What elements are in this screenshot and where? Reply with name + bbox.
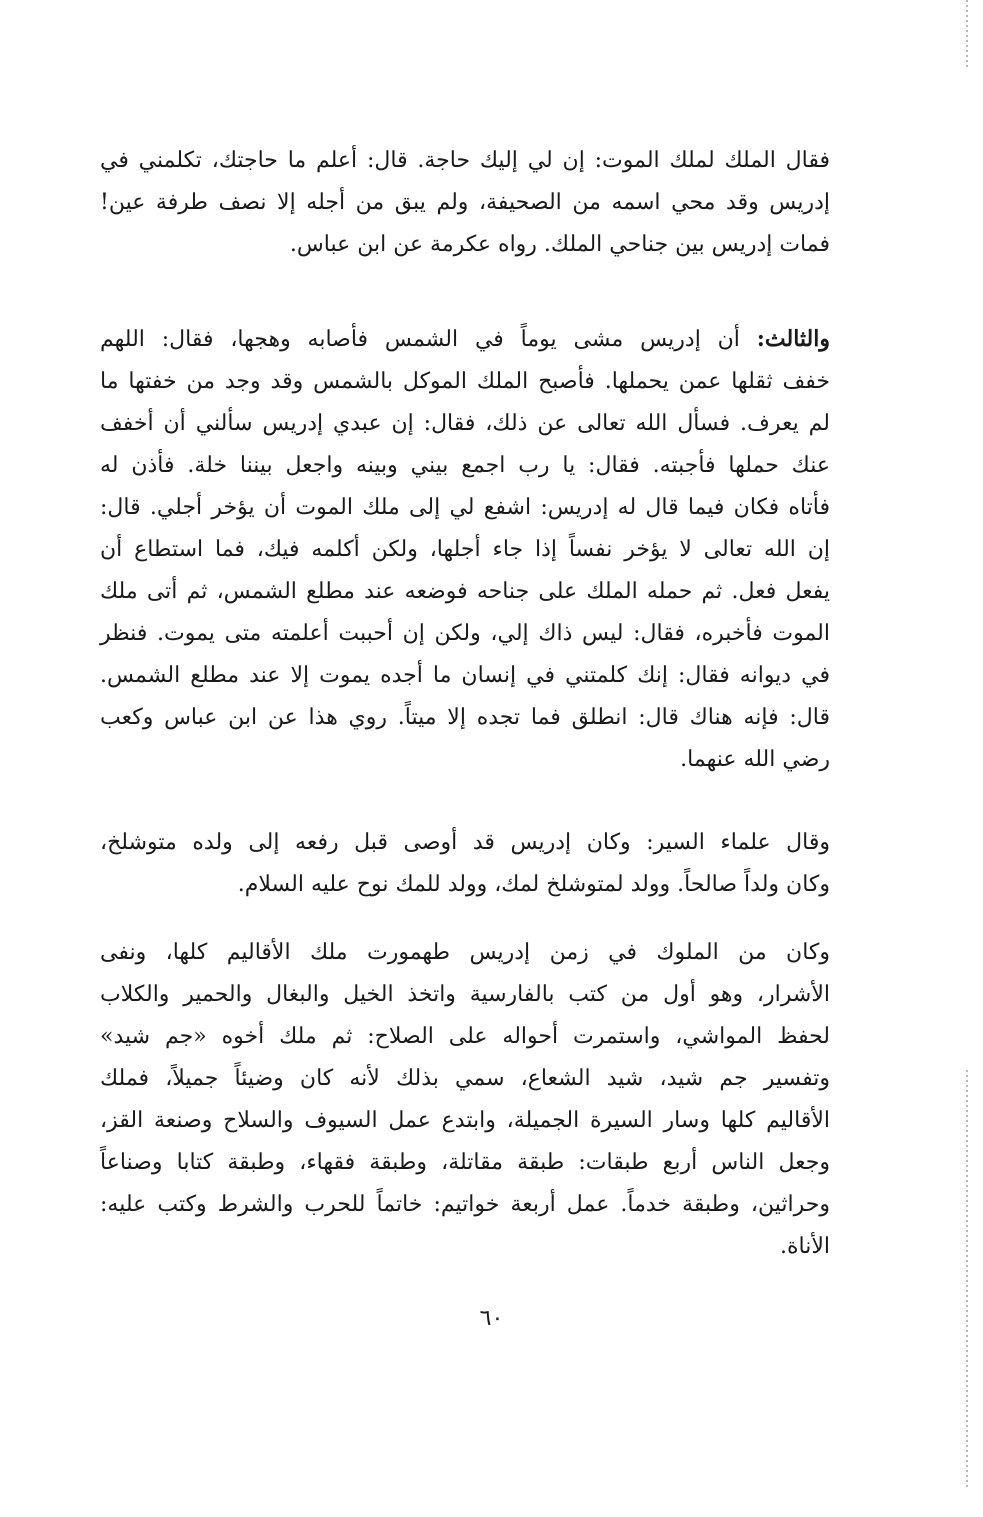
paragraph-4-line-1: وكان من الملوك في زمن إدريس طهمورت ملك الأقاليم كلها، ونفى	[100, 940, 830, 965]
paragraph-2-lead: والثالث:	[756, 326, 830, 352]
paragraph-4-line-5: الأقاليم كلها وسار السيرة الجميلة، وابتدع عمل السيوف والسلاح وصنعة القز،	[100, 1108, 830, 1133]
scan-edge-mark-bottom	[966, 1070, 968, 1490]
paragraph-1-line-3: فمات إدريس بين جناحي الملك. رواه عكرمة عن ابن عباس.	[289, 232, 830, 257]
paragraph-2-line-5: فأتاه فكان فيما قال له إدريس: اشفع لي إلى ملك الموت أن يؤخر أجلي. قال:	[100, 495, 830, 520]
paragraph-4-line-7: وحراثين، وطبقة خدماً. عمل أربعة خواتيم: خاتماً للحرب والشرط وكتب عليه:	[100, 1192, 830, 1217]
paragraph-2-line-9: في ديوانه فقال: إنك كلمتني في إنسان ما أجده يموت إلا عند مطلع الشمس.	[100, 663, 830, 688]
paragraph-2-line-10: قال: فإنه هناك قال: انطلق فما تجده إلا ميتاً. روي هذا عن ابن عباس وكعب	[100, 705, 830, 730]
paragraph-2-line-2: خفف ثقلها عمن يحملها. فأصبح الملك الموكل بالشمس وقد وجد من خفتها ما	[100, 369, 830, 394]
paragraph-3-line-1: وقال علماء السير: وكان إدريس قد أوصى قبل رفعه إلى ولده متوشلخ،	[100, 830, 831, 855]
paragraph-2-line-1-rest: أن إدريس مشى يوماً في الشمس فأصابه وهجها، فقال: اللهم	[100, 327, 740, 352]
paragraph-2-line-4: عنك حملها فأجبته. فقال: يا رب اجمع بيني وبينه واجعل بيننا خلة. فأذن له	[100, 453, 830, 478]
paragraph-2-line-8: الموت فأخبره، فقال: ليس ذاك إلي، ولكن إن أحببت أعلمته متى يموت. فنظر	[100, 621, 830, 646]
paragraph-3-line-2: وكان ولداً صالحاً. وولد لمتوشلخ لمك، وولد للمك نوح عليه السلام.	[237, 872, 830, 897]
paragraph-4-line-6: وجعل الناس أربع طبقات: طبقة مقاتلة، وطبقة فقهاء، وطبقة كتابا وصناعاً	[100, 1150, 830, 1175]
paragraph-3	[100, 822, 830, 906]
paragraph-4-line-4: وتفسير جم شيد، شيد الشعاع، سمي بذلك لأنه كان وضيئاً جميلاً، فملك	[100, 1066, 830, 1091]
paragraph-1-line-2: إدريس وقد محي اسمه من الصحيفة، ولم يبق من أجله إلا نصف طرفة عين!	[100, 190, 830, 215]
paragraph-2-line-11: رضي الله عنهما.	[680, 747, 830, 772]
paragraph-2-line-1	[100, 318, 830, 361]
scan-edge-mark-top	[966, 0, 968, 70]
paragraph-4-line-3: لحفظ المواشي، واستمرت أحواله على الصلاح: ثم ملك أخوه «جم شيد»	[100, 1024, 830, 1049]
paragraph-4	[100, 932, 830, 1268]
paragraph-2-line-6: إن الله تعالى لا يؤخر نفساً إذا جاء أجلها، ولكن أكلمه فيك، فما استطاع أن	[100, 537, 830, 562]
paragraph-2	[100, 318, 830, 781]
paragraph-1	[100, 140, 830, 266]
paragraph-1-line-1: فقال الملك لملك الموت: إن لي إليك حاجة. قال: أعلم ما حاجتك، تكلمني في	[100, 148, 830, 173]
page-number: ٦٠	[479, 1306, 504, 1331]
paragraph-2-line-7: يفعل فعل. ثم حمله الملك على جناحه فوضعه عند مطلع الشمس، ثم أتى ملك	[100, 579, 830, 604]
paragraph-2-line-3: لم يعرف. فسأل الله تعالى عن ذلك، فقال: إن عبدي إدريس سألني أن أخفف	[100, 411, 830, 436]
paragraph-4-line-8: الأناة.	[779, 1234, 830, 1259]
paragraph-4-line-2: الأشرار، وهو أول من كتب بالفارسية واتخذ الخيل والبغال والحمير والكلاب	[100, 982, 830, 1007]
